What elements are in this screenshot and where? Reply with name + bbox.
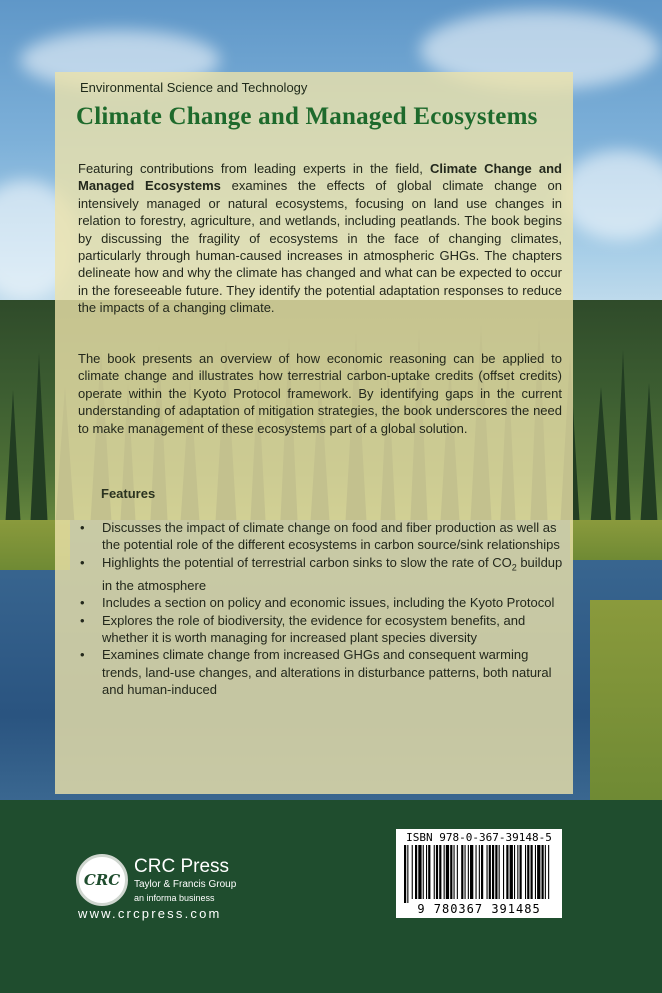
barcode-bar: [545, 845, 546, 899]
tree-shape: [30, 353, 48, 530]
barcode-bar: [479, 845, 480, 899]
feature-item: • Includes a section on policy and economic issues, including the Kyoto Protocol: [80, 594, 564, 611]
barcode-bar: [423, 845, 424, 899]
isbn-label: ISBN 978-0-367-39148-5: [406, 831, 552, 844]
barcode-bar: [461, 845, 463, 899]
barcode-bar: [489, 845, 491, 899]
publisher-name: CRC Press: [134, 856, 230, 877]
feature-item: • Highlights the potential of terrestrial carbon sinks to slow the rate of $CO_2$ buildup in the atmosphere: [80, 554, 564, 594]
barcode-bar: [426, 845, 427, 899]
barcode-bar: [492, 845, 494, 899]
barcode-bar: [542, 845, 544, 899]
description-paragraph-1: Featuring contributions from leading experts in the field, Climate Change and Managed Ecosystems examines the effects of global climate change on intensively managed or natural ecosystems, focusing on land use changes in relation to forestry, agriculture, and wetlands, including peatlands. The book begins by discussing the fragility of ecosystems in the face of changing climates, particularly through human-caused increases in atmospheric GHGs. The chapters delineate how and why the climate has changed and what can be expected to occur in the foreseeable future. They identify the potential adaptation responses to reduce the impacts of a changing climate.: [78, 161, 562, 316]
tree-shape: [590, 387, 612, 530]
barcode-bar: [407, 845, 408, 903]
barcode-bar: [535, 845, 536, 899]
publisher-block: [134, 856, 236, 905]
barcode-bar: [446, 845, 449, 899]
book-title: Climate Change and Managed Ecosystems: [76, 103, 538, 130]
barcode-bar: [531, 845, 533, 899]
barcode-bar: [450, 845, 452, 899]
barcode-bar: [434, 845, 435, 899]
barcode-bar: [514, 845, 515, 899]
barcode-bar: [503, 845, 504, 899]
barcode-bar: [415, 845, 417, 899]
barcode-bar: [537, 845, 540, 899]
barcode-bar: [548, 845, 549, 899]
barcode-bar: [510, 845, 513, 899]
barcode-bar: [465, 845, 466, 899]
barcode-bar: [525, 845, 526, 899]
barcode-bar: [412, 845, 413, 899]
barcode-bar: [468, 845, 469, 899]
isbn-barcode-box: [396, 829, 562, 918]
barcode-bar: [495, 845, 497, 899]
barcode-bar: [499, 845, 500, 899]
features-list: [80, 519, 564, 699]
barcode-bar: [457, 845, 458, 899]
barcode-bar: [517, 845, 518, 899]
barcode-digits: 9 780367 391485: [417, 902, 541, 916]
barcode-bar: [481, 845, 483, 899]
feature-item: • Discusses the impact of climate change on food and fiber production as well as the potential role of the different ecosystems in carbon source/sink relationships: [80, 519, 564, 554]
barcode-bar: [428, 845, 430, 899]
publisher-url: www.crcpress.com: [78, 906, 222, 921]
barcode-bar: [436, 845, 438, 899]
features-heading: Features: [101, 486, 156, 501]
barcode-bar: [454, 845, 455, 899]
feature-item: • Examines climate change from increased GHGs and consequent warming trends, land-use changes, and alterations in disturbance patterns, both natural and human-induced: [80, 646, 564, 698]
barcode-bar: [404, 845, 406, 903]
barcode-bar: [506, 845, 508, 899]
tree-shape: [640, 383, 658, 530]
feature-item: • Explores the role of biodiversity, the evidence for ecosystem benefits, and whether it is worth managing for increased plant species diversity: [80, 612, 564, 647]
tree-shape: [615, 350, 631, 530]
crc-logo-icon: CRC: [76, 854, 128, 906]
barcode-bar: [418, 845, 421, 899]
barcode-bar: [470, 845, 473, 899]
barcode-icon: [402, 845, 556, 903]
description-paragraph-2: The book presents an overview of how economic reasoning can be applied to climate change and illustrates how terrestrial carbon-uptake credits (offset credits) operate within the Kyoto Protocol framework. By identifying gaps in the current understanding of adaptation of mitigation strategies, the book underscores the need to make management of these ecosystems part of a global solution.: [78, 351, 562, 436]
barcode-bar: [527, 845, 529, 899]
barcode-bar: [444, 845, 445, 899]
barcode-bar: [520, 845, 522, 899]
barcode-bar: [439, 845, 441, 899]
barcode-bar: [487, 845, 488, 899]
publisher-group: Taylor & Francis Group: [134, 879, 237, 890]
publisher-tagline: an informa business: [134, 893, 215, 903]
barcode-bar: [476, 845, 477, 899]
series-name: Environmental Science and Technology: [80, 80, 308, 95]
tree-shape: [5, 390, 21, 530]
